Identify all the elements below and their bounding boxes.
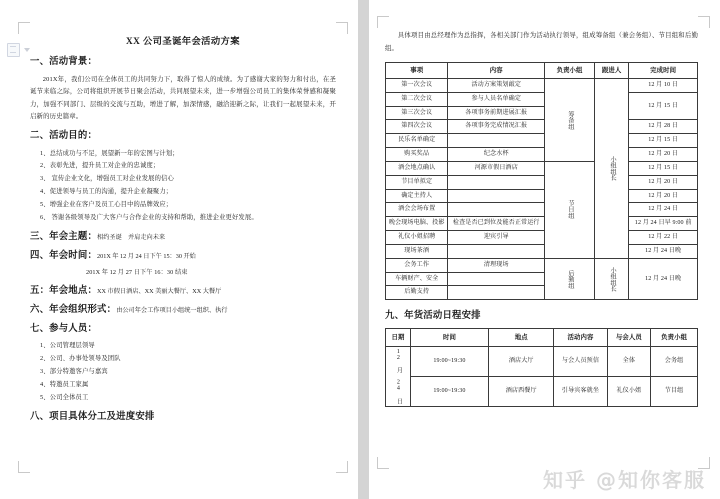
table-row <box>386 244 698 258</box>
cell-deadline: 12 月 20 日 <box>629 189 698 203</box>
table-header-row <box>386 328 698 346</box>
section-heading-9: 九、年货活动日程安排 <box>385 311 481 322</box>
table-row <box>386 120 698 134</box>
col-header-people: 与会人员 <box>607 328 651 346</box>
list-item: 6、 答谢各级领导及广大客户与合作企业的支持和帮助，推进企业更好发展。 <box>40 214 258 222</box>
section-heading-2: 二、活动目的： <box>30 130 98 141</box>
cell-owner: 小组组长 <box>595 258 629 299</box>
section-heading-1: 一、活动背景： <box>30 57 98 68</box>
section-heading-8: 八、项目具体分工及进度安排 <box>30 412 155 423</box>
list-item: 3、 宣传企业文化，增强员工对企业发展的信心 <box>40 175 174 183</box>
crop-mark-top-right <box>336 22 348 34</box>
cell-people: 礼仪小姐 <box>607 377 651 407</box>
cell-group: 节目组 <box>651 377 698 407</box>
col-header-time: 时间 <box>410 328 488 346</box>
cell-content <box>448 134 545 148</box>
cell-item: 酒会会场布置 <box>386 203 448 217</box>
cell-deadline: 12 月 24 日晚 <box>629 244 698 258</box>
cell-content: 纪念水杯 <box>448 148 545 162</box>
cell-deadline: 12 月 20 日 <box>629 175 698 189</box>
paste-options-smart-tag[interactable] <box>7 43 30 57</box>
col-header-group: 负责小组 <box>651 328 698 346</box>
table-row <box>386 92 698 106</box>
list-item: 2、表彰先进，提升员工对企业的忠诚度； <box>40 162 160 170</box>
section-heading-6: 六、年会组织形式：由公司年会工作项目小组统一组织、执行 <box>30 304 228 315</box>
cell-activity: 与会人员预信 <box>554 347 607 377</box>
cell-deadline: 12 月 24 日 <box>629 203 698 217</box>
task-table-intro: 具体项目由总经理作为总指挥，各相关部门作为活动执行领导，组成筹备组（兼会务组）、节目组和后勤组。 <box>385 32 698 52</box>
cell-content: 活动方案策划敲定 <box>448 78 545 92</box>
cell-item: 购买奖品 <box>386 148 448 162</box>
col-header-owner: 跟进人 <box>595 62 629 78</box>
list-item: 3、部分特邀客户与嘉宾 <box>40 368 108 376</box>
cell-group: 会务组 <box>651 347 698 377</box>
document-page-left <box>0 0 358 499</box>
list-item: 4、特邀员工家属 <box>40 381 89 389</box>
cell-item: 确定主持人 <box>386 189 448 203</box>
cell-deadline: 12 月 15 日 <box>629 134 698 148</box>
crop-mark-top-left <box>377 16 389 28</box>
table-row <box>386 347 698 377</box>
cell-item: 会务工作 <box>386 258 448 272</box>
task-assignment-table <box>385 62 698 301</box>
cell-content <box>448 272 545 286</box>
cell-group: 节目组 <box>545 161 595 258</box>
cell-deadline: 12 月 22 日 <box>629 231 698 245</box>
cell-group: 后勤组 <box>545 258 595 299</box>
cell-content: 参与人员名单确定 <box>448 92 545 106</box>
crop-mark-bottom-left <box>377 457 389 469</box>
crop-mark-bottom-left <box>18 461 30 473</box>
cell-item: 第四次会议 <box>386 120 448 134</box>
section-heading-5: 五：年会地点：XX 市假日酒店、XX 美丽大餐厅、XX 大餐厅 <box>30 286 222 297</box>
table-row <box>386 258 698 272</box>
section-7-list <box>30 340 336 405</box>
section-2-list <box>30 148 336 225</box>
list-item: 1、公司管理层领导 <box>40 342 95 350</box>
cell-content: 各项事务完成情况汇报 <box>448 120 545 134</box>
table-row <box>386 217 698 231</box>
section-heading-4: 四、年会时间：201X 年 12 月 24 日下午 15：30 开始 <box>30 250 196 261</box>
section-3-value: 相约圣诞 并肩走向未来 <box>97 233 166 241</box>
cell-date: 12 月 24 日 <box>386 347 411 407</box>
page-title: XX 公司圣诞年会活动方案 <box>126 37 240 47</box>
cell-time: 19:00~19:30 <box>410 377 488 407</box>
cell-content: 检查是否已到位及能否正常运行 <box>448 217 545 231</box>
crop-mark-bottom-right <box>698 457 710 469</box>
col-header-activity: 活动内容 <box>554 328 607 346</box>
cell-item: 第二次会议 <box>386 92 448 106</box>
cell-deadline: 12 月 28 日 <box>629 120 698 134</box>
cell-group: 筹备组 <box>545 78 595 161</box>
table-row <box>386 148 698 162</box>
cell-item: 节目单拟定 <box>386 175 448 189</box>
cell-activity: 引导宾客就坐 <box>554 377 607 407</box>
cell-item: 车辆财产、安全 <box>386 272 448 286</box>
cell-item: 第三次会议 <box>386 106 448 120</box>
table-row <box>386 78 698 92</box>
section-1-paragraph: 201X年，我们公司在全体员工的共同努力下，取得了惊人的成绩。为了感谢大家的努力和付出，在圣诞节来临之际，公司将组织开展节日聚会活动，共同展望未来，进一步增强公司员工的集体荣誉感和凝聚力，加强不同部门、层级的交流与互助，增进了解，加深情感，融洽迎新之际，让我们一起展望未来，开启新的历史篇章。 <box>30 75 336 121</box>
section-6-value: 由公司年会工作项目小组统一组织、执行 <box>116 306 228 314</box>
cell-content <box>448 203 545 217</box>
col-header-item: 事项 <box>386 62 448 78</box>
cell-people: 全体 <box>607 347 651 377</box>
cell-time: 19:00~19:30 <box>410 347 488 377</box>
section-heading-3: 三、年会主题：相约圣诞 并肩走向未来 <box>30 231 166 242</box>
col-header-group: 负责小组 <box>545 62 595 78</box>
cell-content: 各项事务前期进展汇报 <box>448 106 545 120</box>
site-watermark: 知乎 @知你客服 <box>543 468 706 492</box>
cell-item: 酒会地点确认 <box>386 161 448 175</box>
cell-deadline: 12 月 15 日 <box>629 92 698 120</box>
table-row <box>386 231 698 245</box>
schedule-table <box>385 328 698 407</box>
table-row <box>386 203 698 217</box>
cell-content: 河源市假日酒店 <box>448 161 545 175</box>
cell-item: 第一次会议 <box>386 78 448 92</box>
crop-mark-top-left <box>18 22 30 34</box>
chevron-down-icon[interactable] <box>24 48 30 52</box>
list-item: 5、增强企业在客户及员工心目中的品牌效应； <box>40 201 173 209</box>
cell-content <box>448 286 545 300</box>
table-row <box>386 175 698 189</box>
col-header-place: 地点 <box>488 328 554 346</box>
list-item: 5、公司全体员工 <box>40 394 89 402</box>
table-header-row <box>386 62 698 78</box>
cell-content <box>448 175 545 189</box>
cell-content <box>448 244 545 258</box>
list-item: 2、公司、办事处领导及团队 <box>40 355 121 363</box>
section-heading-7: 七、参与人员： <box>30 323 98 334</box>
table-row <box>386 161 698 175</box>
cell-item: 现场茶酒 <box>386 244 448 258</box>
cell-deadline: 12 月 15 日 <box>629 161 698 175</box>
section-5-value: XX 市假日酒店、XX 美丽大餐厅、XX 大餐厅 <box>97 288 222 296</box>
col-header-date: 日期 <box>386 328 411 346</box>
cell-deadline: 12 月 20 日 <box>629 148 698 162</box>
page-gutter <box>358 0 369 499</box>
col-header-deadline: 完成时间 <box>629 62 698 78</box>
cell-item: 晚会现场电脑、投影 <box>386 217 448 231</box>
cell-content: 清理现场 <box>448 258 545 272</box>
cell-owner: 小组组长 <box>595 78 629 258</box>
table-row <box>386 134 698 148</box>
cell-item: 民乐名单确定 <box>386 134 448 148</box>
section-4-subline: 201X 年 12 月 27 日下午 16：30 结束 <box>86 269 188 277</box>
table-row <box>386 189 698 203</box>
cell-content: 迎宾引导 <box>448 231 545 245</box>
cell-deadline: 12 月 24 日早 9:00 前 <box>629 217 698 231</box>
cell-place: 酒店西餐厅 <box>488 377 554 407</box>
cell-item: 后勤支持 <box>386 286 448 300</box>
table-row <box>386 377 698 407</box>
cell-place: 酒店大厅 <box>488 347 554 377</box>
crop-mark-bottom-right <box>336 461 348 473</box>
list-item: 1、总结成功与不足，展望新一年的宏图与计划； <box>40 149 179 157</box>
cell-item: 礼仪小姐招聘 <box>386 231 448 245</box>
crop-mark-top-right <box>698 16 710 28</box>
list-item: 4、促进领导与员工的沟通，提升企业凝聚力； <box>40 188 173 196</box>
cell-deadline: 12 月 10 日 <box>629 78 698 92</box>
col-header-content: 内容 <box>448 62 545 78</box>
cell-deadline: 12 月 24 日晚 <box>629 258 698 299</box>
cell-content <box>448 189 545 203</box>
clipboard-icon <box>7 43 20 57</box>
section-4-value: 201X 年 12 月 24 日下午 15：30 开始 <box>97 252 196 260</box>
document-page-right <box>369 0 720 499</box>
